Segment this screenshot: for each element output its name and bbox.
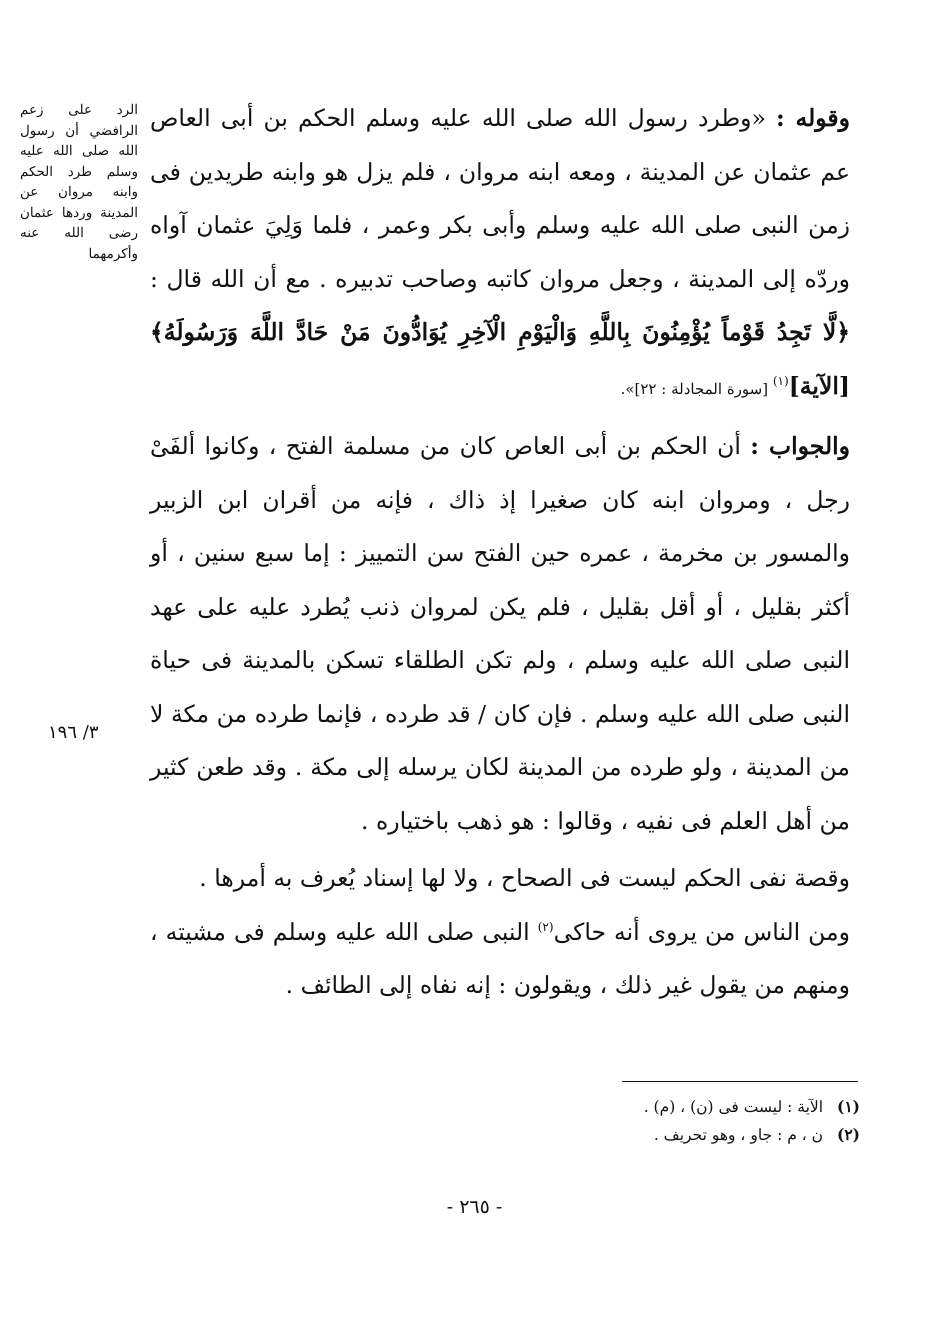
footnote-text: ن ، م : جاو ، وهو تحريف . [653, 1126, 824, 1144]
margin-note: الرد على زعم الرافضي أن رسول الله صلى الله عليه وسلم طرد الحكم وابنه مروان عن المدينة وردها عثمان رضى الله عنه وأكرمهما [20, 102, 138, 262]
surah-reference: [سورة المجادلة : ٢٢]». [620, 379, 773, 398]
footnote-1 [480, 1093, 860, 1121]
quran-verse: ﴿لَّا تَجِدُ قَوْماً يُؤْمِنُونَ بِاللَّهِ وَالْيَوْمِ الْآخِرِ يُوَادُّونَ مَنْ حَادَّ اللَّهَ وَرَسُولَهُ﴾ [150, 318, 850, 346]
narration-text-start: ومن الناس من يروى أنه حاكى [553, 917, 850, 946]
footnote-marker-1: (١) [772, 373, 789, 388]
footnote-number: (٢) [836, 1125, 860, 1144]
paragraph-answer [150, 420, 850, 848]
paragraph-narration [150, 906, 850, 1013]
claim-lead: وقوله : [776, 104, 850, 132]
paragraph-story [150, 852, 850, 906]
page-number: - ٢٦٥ - [446, 1196, 503, 1218]
narration-text-end: النبى صلى الله عليه وسلم فى مشيته ، ومنهم من يقول غير ذلك ، ويقولون : إنه نفاه إلى الطائف . [150, 917, 850, 999]
footnote-divider [622, 1081, 858, 1082]
original-page-reference: ٣/ ١٩٦ [48, 722, 99, 743]
footnote-number: (١) [836, 1097, 860, 1116]
footnote-marker-2: (٢) [537, 919, 554, 934]
verse-suffix: [الآية] [788, 371, 850, 400]
paragraph-claim [150, 92, 850, 416]
footnotes [480, 1093, 860, 1149]
main-text [150, 92, 850, 1013]
answer-lead: والجواب : [750, 432, 850, 460]
story-text: وقصة نفى الحكم ليست فى الصحاح ، ولا لها إسناد يُعرف به أمرها . [199, 864, 850, 892]
answer-text: أن الحكم بن أبى العاص كان من مسلمة الفتح ، وكانوا ألفَىْ رجل ، ومروان ابنه كان صغيرا إذ ذاك ، فإنه من أقران ابن الزبير والمسور بن مخرمة ، عمره حين الفتح سن التمييز : إما سبع سنين ، أو أكثر بقليل ، أو أقل بقليل ، فلم يكن لمروان ذنب يُطرد عليه على عهد النبى صلى الله عليه وسلم ، ولم تكن الطلقاء تسكن بالمدينة فى حياة النبى صلى الله عليه وسلم . فإن كان / قد طرده ، فإنما طرده من مكة لا من المدينة ، ولو طرده من المدينة لكان يرسله إلى مكة . وقد طعن كثير من أهل العلم فى نفيه ، وقالوا : هو ذهب باختياره . [150, 432, 850, 835]
claim-text: «وطرد رسول الله صلى الله عليه وسلم الحكم بن أبى العاص عم عثمان عن المدينة ، ومعه ابنه مروان ، فلم يزل هو وابنه طريدين فى زمن النبى صلى الله عليه وسلم وأبى بكر وعمر ، فلما وَلِيَ عثمان آواه وردّه إلى المدينة ، وجعل مروان كاتبه وصاحب تدبيره . مع أن الله قال : [150, 104, 850, 293]
footnote-text: الآية : ليست فى (ن) ، (م) . [643, 1098, 824, 1116]
footnote-2 [480, 1121, 860, 1149]
